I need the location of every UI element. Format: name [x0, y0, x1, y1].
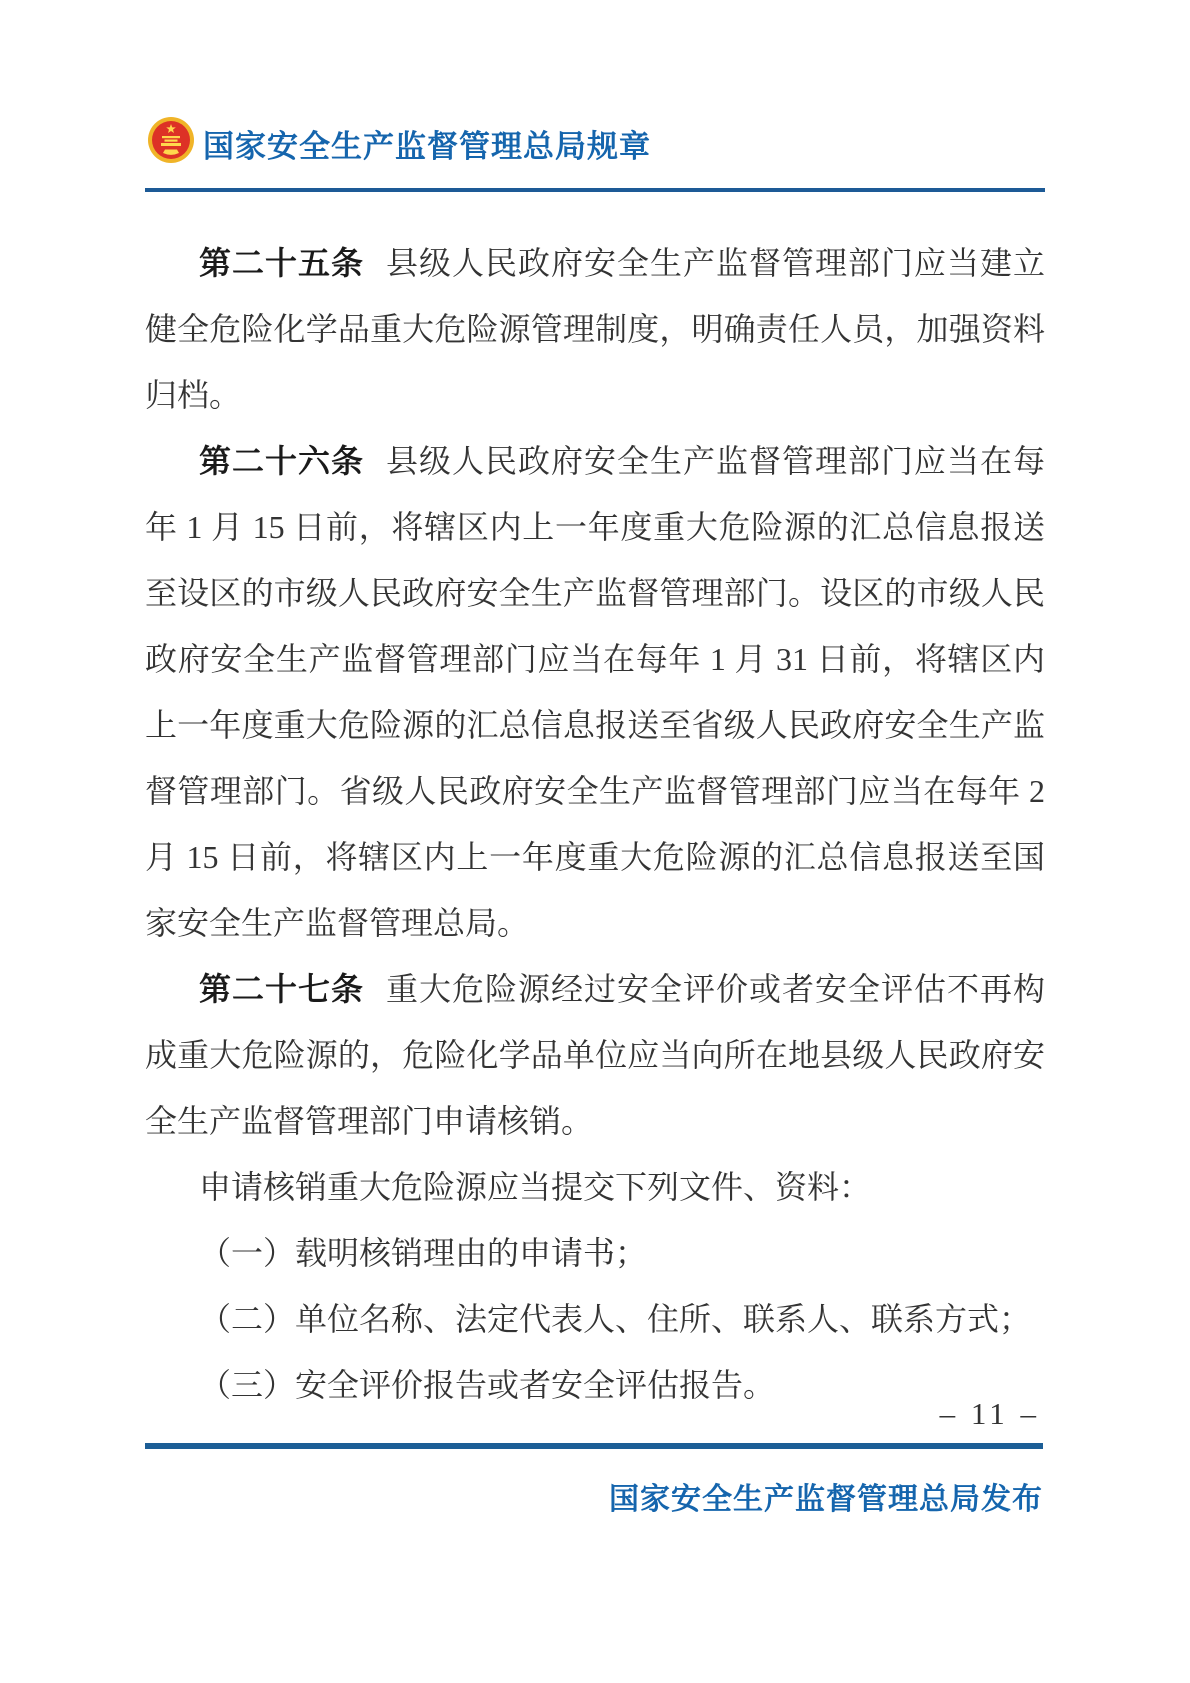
page-header-title: 国家安全生产监督管理总局规章: [203, 129, 651, 164]
list-item-1: [145, 1220, 1045, 1286]
article-26-paragraph: [145, 428, 1045, 956]
list-item-2-text: （二）单位名称、法定代表人、住所、联系人、联系方式；: [199, 1301, 1032, 1337]
list-item-3: [145, 1352, 1045, 1418]
article-25-paragraph: [145, 230, 1045, 428]
list-item-1-text: （一）载明核销理由的申请书；: [199, 1235, 648, 1271]
footer-divider: [145, 1443, 1043, 1449]
page-number: – 11 –: [939, 1396, 1040, 1431]
article-25-text: 县级人民政府安全生产监督管理部门应当建立健全危险化学品重大危险源管理制度，明确责任人员，加强资料归档。: [145, 245, 1045, 413]
china-national-emblem-icon: [147, 116, 195, 164]
article-27-text: 重大危险源经过安全评价或者安全评估不再构成重大危险源的，危险化学品单位应当向所在地县级人民政府安全生产监督管理部门申请核销。: [145, 971, 1045, 1139]
publisher-label: 国家安全生产监督管理总局发布: [609, 1483, 1043, 1516]
header-divider: [145, 188, 1045, 192]
list-item-2: [145, 1286, 1045, 1352]
article-26-number: 第二十六条: [199, 443, 364, 479]
article-27-number: 第二十七条: [199, 971, 364, 1007]
article-26-text: 县级人民政府安全生产监督管理部门应当在每年 1 月 15 日前，将辖区内上一年度重大危险源的汇总信息报送至设区的市级人民政府安全生产监督管理部门。设区的市级人民政府安全生产监督管理部门应当在每年 1 月 31 日前，将辖区内上一年度重大危险源的汇总信息报送至省级人民政府安全生产监督管理部门。省级人民政府安全生产监督管理部门应当在每年 2 月 15 日前，将辖区内上一年度重大危险源的汇总信息报送至国家安全生产监督管理总局。: [145, 443, 1045, 941]
list-item-3-text: （三）安全评价报告或者安全评估报告。: [199, 1367, 776, 1403]
regulation-body: [145, 230, 1045, 1418]
article-25-number: 第二十五条: [199, 245, 364, 281]
submission-intro-paragraph: [145, 1154, 1045, 1220]
article-27-paragraph: [145, 956, 1045, 1154]
submission-intro-text: 申请核销重大危险源应当提交下列文件、资料：: [199, 1169, 872, 1205]
